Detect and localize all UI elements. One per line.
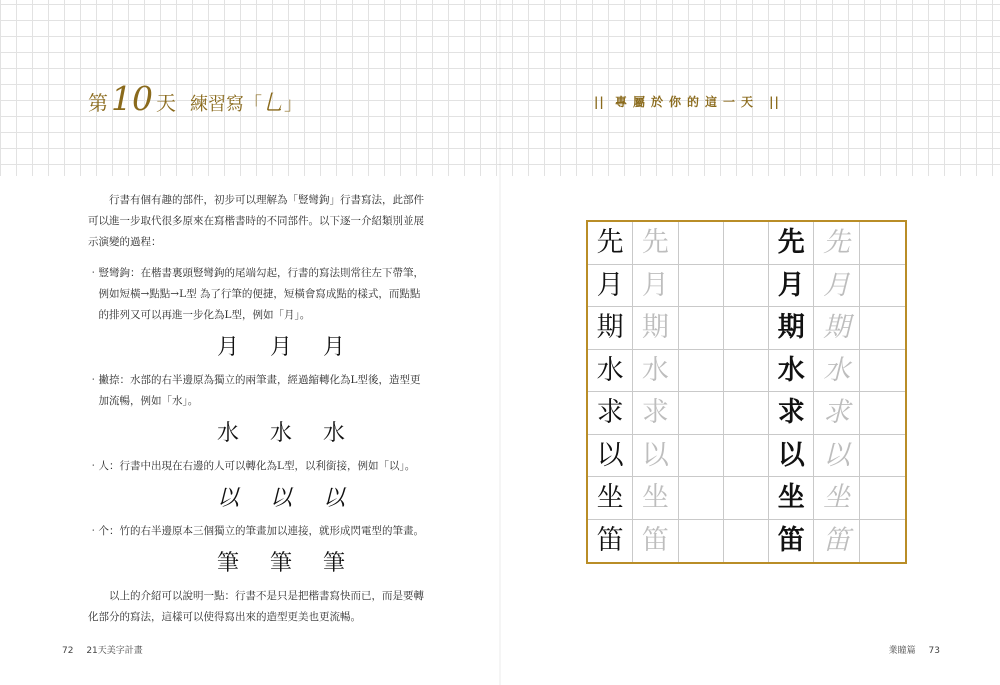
practice-cell-empty <box>679 520 724 563</box>
practice-cell-empty <box>724 350 769 393</box>
practice-grid <box>586 220 907 564</box>
title-label: 練習寫「 <box>190 94 262 115</box>
practice-cell-empty <box>679 392 724 435</box>
left-running-title: 21天美字計畫 <box>86 646 143 656</box>
practice-cell-empty <box>679 307 724 350</box>
practice-cell-empty <box>860 222 905 265</box>
practice-cell-trace-cursive <box>814 477 859 520</box>
practice-char: 月 <box>596 269 624 301</box>
item-text-4: ‧个：竹的右半邊原本三個獨立的筆畫加以連接，就形成閃電型的筆畫。 <box>88 525 424 537</box>
practice-char: 坐 <box>641 482 669 514</box>
practice-char: 月 <box>823 269 851 301</box>
practice-cell-trace <box>633 222 678 265</box>
practice-cell-trace-cursive <box>814 222 859 265</box>
practice-cell-trace-cursive <box>814 435 859 478</box>
practice-char: 期 <box>596 312 624 344</box>
sample-moon: 月 月 月 <box>217 335 357 360</box>
practice-cell-trace-cursive <box>814 392 859 435</box>
practice-char: 月 <box>777 269 805 301</box>
practice-char: 求 <box>596 397 624 429</box>
practice-cell-trace <box>633 307 678 350</box>
sample-water: 水 水 水 <box>217 421 357 446</box>
item-text-3: ‧人：行書中出現在右邊的人可以轉化為L型，以利銜接，例如「以」。 <box>88 460 416 472</box>
practice-cell-empty <box>724 222 769 265</box>
practice-cell-trace-cursive <box>814 307 859 350</box>
practice-cell-model-cursive <box>769 222 814 265</box>
sample-yi: 以 以 以 <box>217 486 357 511</box>
practice-cell-model <box>588 222 633 265</box>
practice-cell-model <box>588 435 633 478</box>
practice-char: 求 <box>823 397 851 429</box>
tagline-bar-right: || <box>769 95 780 109</box>
sample-brush: 筆 筆 筆 <box>217 551 357 576</box>
practice-char: 笛 <box>823 525 851 557</box>
practice-char: 先 <box>777 227 805 259</box>
title-number: 10 <box>111 79 153 118</box>
practice-cell-empty <box>724 307 769 350</box>
body-text <box>88 190 426 628</box>
practice-cell-trace <box>633 435 678 478</box>
practice-cell-model-cursive <box>769 435 814 478</box>
practice-char: 以 <box>596 439 624 471</box>
practice-char: 以 <box>823 439 851 471</box>
practice-cell-model <box>588 265 633 308</box>
practice-char: 先 <box>823 227 851 259</box>
practice-char: 坐 <box>823 482 851 514</box>
book-gutter <box>499 0 501 685</box>
title-suffix: 天 <box>156 91 176 115</box>
practice-cell-empty <box>860 350 905 393</box>
title-prefix: 第 <box>88 91 108 115</box>
conclusion-paragraph: 以上的介紹可以說明一點：行書不是只是把楷書寫快而已，而是要轉化部分的寫法，這樣可以使得寫出來的造型更美也更流暢。 <box>88 590 424 623</box>
left-page-number: 72 <box>62 646 74 656</box>
practice-char: 以 <box>777 439 805 471</box>
practice-cell-model-cursive <box>769 265 814 308</box>
practice-char: 求 <box>641 397 669 429</box>
practice-cell-empty <box>679 265 724 308</box>
practice-char: 先 <box>641 227 669 259</box>
practice-cell-empty <box>679 435 724 478</box>
practice-cell-empty <box>860 435 905 478</box>
practice-char: 期 <box>777 312 805 344</box>
practice-char: 水 <box>777 354 805 386</box>
practice-cell-model-cursive <box>769 350 814 393</box>
practice-char: 坐 <box>777 482 805 514</box>
practice-cell-empty <box>860 392 905 435</box>
practice-cell-empty <box>679 350 724 393</box>
practice-char: 求 <box>777 397 805 429</box>
practice-char: 月 <box>641 269 669 301</box>
practice-char: 期 <box>823 312 851 344</box>
practice-cell-empty <box>724 520 769 563</box>
practice-cell-trace-cursive <box>814 350 859 393</box>
practice-cell-model <box>588 392 633 435</box>
practice-char: 水 <box>596 354 624 386</box>
practice-cell-empty <box>860 265 905 308</box>
practice-cell-model <box>588 520 633 563</box>
practice-char: 笛 <box>596 525 624 557</box>
practice-char: 水 <box>641 354 669 386</box>
footer-right <box>889 643 940 656</box>
item-text-2: ‧撇捺：水部的右半邊原為獨立的兩筆畫，經過縮轉化為L型後，造型更加流暢，例如「水」。 <box>88 374 421 407</box>
practice-cell-trace <box>633 392 678 435</box>
footer-left <box>62 643 143 656</box>
practice-cell-model-cursive <box>769 307 814 350</box>
practice-cell-empty <box>724 265 769 308</box>
practice-char: 以 <box>641 439 669 471</box>
practice-cell-trace-cursive <box>814 265 859 308</box>
practice-cell-model-cursive <box>769 477 814 520</box>
tagline <box>594 93 780 110</box>
practice-cell-model <box>588 350 633 393</box>
title-close: 」 <box>284 94 303 115</box>
practice-cell-trace <box>633 350 678 393</box>
practice-cell-empty <box>860 307 905 350</box>
practice-cell-trace <box>633 520 678 563</box>
right-running-title: 業瞳篇 <box>888 646 916 656</box>
spacer <box>88 253 426 263</box>
chapter-title <box>88 79 303 118</box>
practice-cell-model-cursive <box>769 520 814 563</box>
practice-char: 坐 <box>596 482 624 514</box>
practice-cell-empty <box>860 477 905 520</box>
title-char: 乚 <box>262 91 285 116</box>
practice-cell-trace-cursive <box>814 520 859 563</box>
practice-cell-model <box>588 477 633 520</box>
practice-cell-empty <box>724 477 769 520</box>
practice-char: 期 <box>641 312 669 344</box>
practice-cell-empty <box>724 435 769 478</box>
practice-cell-model-cursive <box>769 392 814 435</box>
practice-char: 笛 <box>641 525 669 557</box>
practice-char: 先 <box>596 227 624 259</box>
practice-char: 水 <box>823 354 851 386</box>
intro-paragraph: 行書有個有趣的部件，初步可以理解為「豎彎鉤」行書寫法，此部件可以進一步取代很多原來在寫楷書時的不同部件。以下逐一介紹類別並展示演變的過程： <box>88 194 424 248</box>
practice-cell-empty <box>860 520 905 563</box>
tagline-bar-left: || <box>594 95 605 109</box>
practice-cell-trace <box>633 265 678 308</box>
practice-cell-empty <box>679 477 724 520</box>
practice-cell-empty <box>679 222 724 265</box>
right-page-number: 73 <box>928 646 940 656</box>
practice-cell-model <box>588 307 633 350</box>
practice-cell-empty <box>724 392 769 435</box>
practice-cell-trace <box>633 477 678 520</box>
item-text-1: ‧豎彎鉤：在楷書裏頭豎彎鉤的尾端勾起，行書的寫法則常往左下帶筆，例如短橫→點點→L型 為了行筆的便捷，短橫會寫成點的樣式，而點點的排列又可以再進一步化為L型，例如「月」。 <box>88 267 424 321</box>
practice-char: 笛 <box>777 525 805 557</box>
tagline-text: 專屬於你的這一天 <box>614 95 759 109</box>
